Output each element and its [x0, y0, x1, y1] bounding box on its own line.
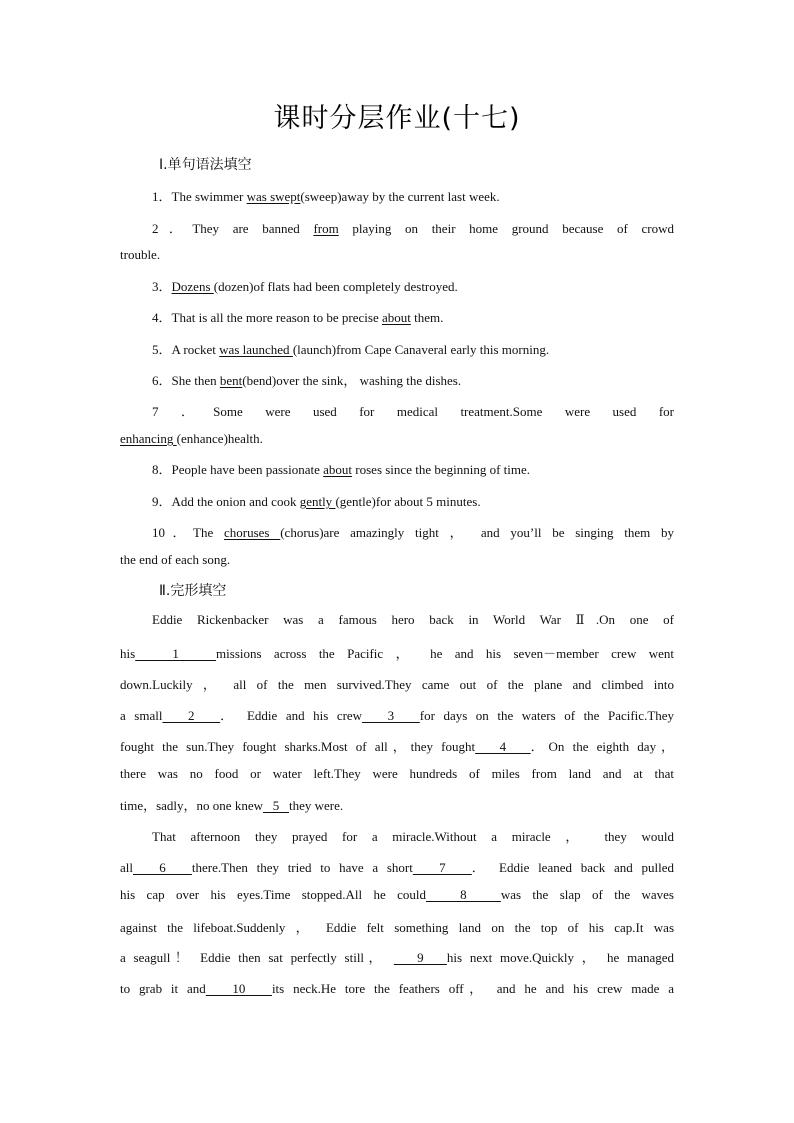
question-number: 1．	[152, 189, 172, 204]
answer-text: bent	[219, 373, 243, 388]
question-number: 6．	[152, 373, 172, 388]
passage-text: ． Eddie leaned back and pulled	[471, 860, 674, 875]
passage-line	[120, 736, 674, 755]
passage-line	[120, 674, 674, 693]
question-text: playing on their home ground because of crowd	[338, 221, 674, 236]
question-text: the end of each song.	[120, 552, 231, 567]
answer-text: enhancing	[120, 431, 177, 446]
passage-line	[120, 857, 674, 876]
section-1-heading: Ⅰ.单句语法填空	[159, 157, 252, 173]
passage-line	[120, 887, 674, 903]
passage-text: a seagull！ Eddie then sat perfectly still，	[120, 950, 394, 965]
question-line	[152, 307, 674, 326]
passage-line	[120, 795, 674, 814]
question-text: A rocket	[171, 342, 220, 357]
passage-text: fought the sun.They fought sharks.Most of all，they fought	[120, 739, 476, 754]
passage-text: they were.	[288, 798, 344, 813]
question-text: The	[193, 525, 224, 540]
passage-line	[120, 643, 674, 662]
passage-text: ． Eddie and his crew	[220, 708, 363, 723]
passage-text: time，sadly，no one knew	[120, 798, 263, 813]
cloze-blank: 7	[412, 860, 472, 875]
page-title: 课时分层作业(十七)	[273, 103, 521, 134]
question-line	[152, 491, 674, 510]
cloze-blank: 3	[362, 708, 420, 723]
section-2-heading: Ⅱ.完形填空	[159, 583, 227, 599]
passage-line	[120, 917, 674, 936]
passage-text: missions across the Pacific ， he and his seven－member crew went	[216, 646, 675, 661]
passage-text: a small	[120, 708, 163, 723]
question-text: Add the onion and cook	[171, 494, 300, 509]
cloze-blank: 4	[475, 739, 531, 754]
question-text: She then	[171, 373, 220, 388]
question-line	[152, 459, 674, 478]
question-line	[152, 186, 674, 205]
cloze-blank: 6	[133, 860, 192, 875]
answer-text: about	[323, 462, 353, 477]
cloze-blank: 1	[135, 646, 217, 661]
question-text: (gentle)for about 5 minutes.	[335, 494, 481, 509]
passage-text: his next move.Quickly ， he managed	[446, 950, 675, 965]
question-text: them.	[410, 310, 444, 325]
passage-line	[120, 705, 674, 724]
passage-text: ．On the eighth day，	[530, 739, 674, 754]
question-number: 8．	[152, 462, 172, 477]
passage-text: his	[120, 646, 136, 661]
question-number: 7 ．	[152, 404, 214, 419]
question-continuation	[120, 552, 674, 568]
question-text: trouble.	[120, 247, 161, 262]
question-text: (chorus)are amazingly tight ， and you’ll be singing them by	[280, 525, 674, 540]
passage-text: to grab it and	[120, 981, 206, 996]
question-line	[152, 401, 674, 420]
passage-text: all	[120, 860, 133, 875]
question-text: The swimmer	[171, 189, 247, 204]
answer-text: about	[381, 310, 411, 325]
passage-text: for days on the waters of the Pacific.They	[419, 708, 675, 723]
question-line	[152, 522, 674, 541]
question-number: 5．	[152, 342, 172, 357]
cloze-blank: 2	[162, 708, 221, 723]
cloze-blank: 8	[425, 887, 501, 902]
question-text: That is all the more reason to be precise	[171, 310, 382, 325]
question-text: (dozen)of flats had been completely destroyed.	[213, 279, 458, 294]
question-text: Some were used for medical treatment.Some were used for	[213, 404, 674, 419]
question-text: They are banned	[192, 221, 314, 236]
passage-line	[120, 978, 674, 997]
question-number: 9．	[152, 494, 172, 509]
passage-text: against the lifeboat.Suddenly ， Eddie felt something land on the top of his cap.It was	[120, 920, 674, 935]
question-line	[152, 339, 674, 358]
question-line	[152, 370, 674, 389]
question-continuation	[120, 247, 674, 263]
cloze-blank: 9	[393, 950, 447, 965]
question-number: 10．	[152, 525, 193, 540]
answer-text: gently	[299, 494, 336, 509]
question-text: (bend)over the sink， washing the dishes.	[242, 373, 462, 388]
question-text: (enhance)health.	[176, 431, 263, 446]
passage-text: down.Luckily ， all of the men survived.They came out of the plane and climbed into	[120, 677, 674, 692]
cloze-blank: 10	[205, 981, 272, 996]
passage-text: his cap over his eyes.Time stopped.All he could	[120, 887, 426, 902]
passage-line	[120, 766, 674, 782]
passage-text: there was no food or water left.They were hundreds of miles from land and at that	[120, 766, 674, 781]
passage-text: there.Then they tried to have a short	[191, 860, 413, 875]
question-text: (sweep)away by the current last week.	[300, 189, 500, 204]
answer-text: Dozens	[171, 279, 214, 294]
passage-text: That afternoon they prayed for a miracle.Without a miracle ， they would	[152, 829, 674, 844]
passage-text: its neck.He tore the feathers off， and he and his crew made a	[271, 981, 674, 996]
question-line	[152, 218, 674, 237]
passage-line	[152, 826, 674, 845]
question-number: 2．	[152, 221, 193, 236]
cloze-blank: 5	[262, 798, 289, 813]
question-text: (launch)from Cape Canaveral early this morning.	[292, 342, 550, 357]
passage-line	[120, 947, 674, 966]
answer-text: choruses	[223, 525, 281, 540]
answer-text: from	[313, 221, 339, 236]
passage-text: Eddie Rickenbacker was a famous hero back in World War Ⅱ.On one of	[152, 612, 674, 627]
answer-text: was swept	[246, 189, 301, 204]
question-number: 3．	[152, 279, 172, 294]
passage-line	[152, 612, 674, 628]
question-number: 4．	[152, 310, 172, 325]
answer-text: was launched	[219, 342, 293, 357]
question-text: roses since the beginning of time.	[352, 462, 531, 477]
question-text: People have been passionate	[171, 462, 324, 477]
question-continuation	[120, 431, 674, 447]
question-line	[152, 276, 674, 295]
passage-text: was the slap of the waves	[500, 887, 674, 902]
